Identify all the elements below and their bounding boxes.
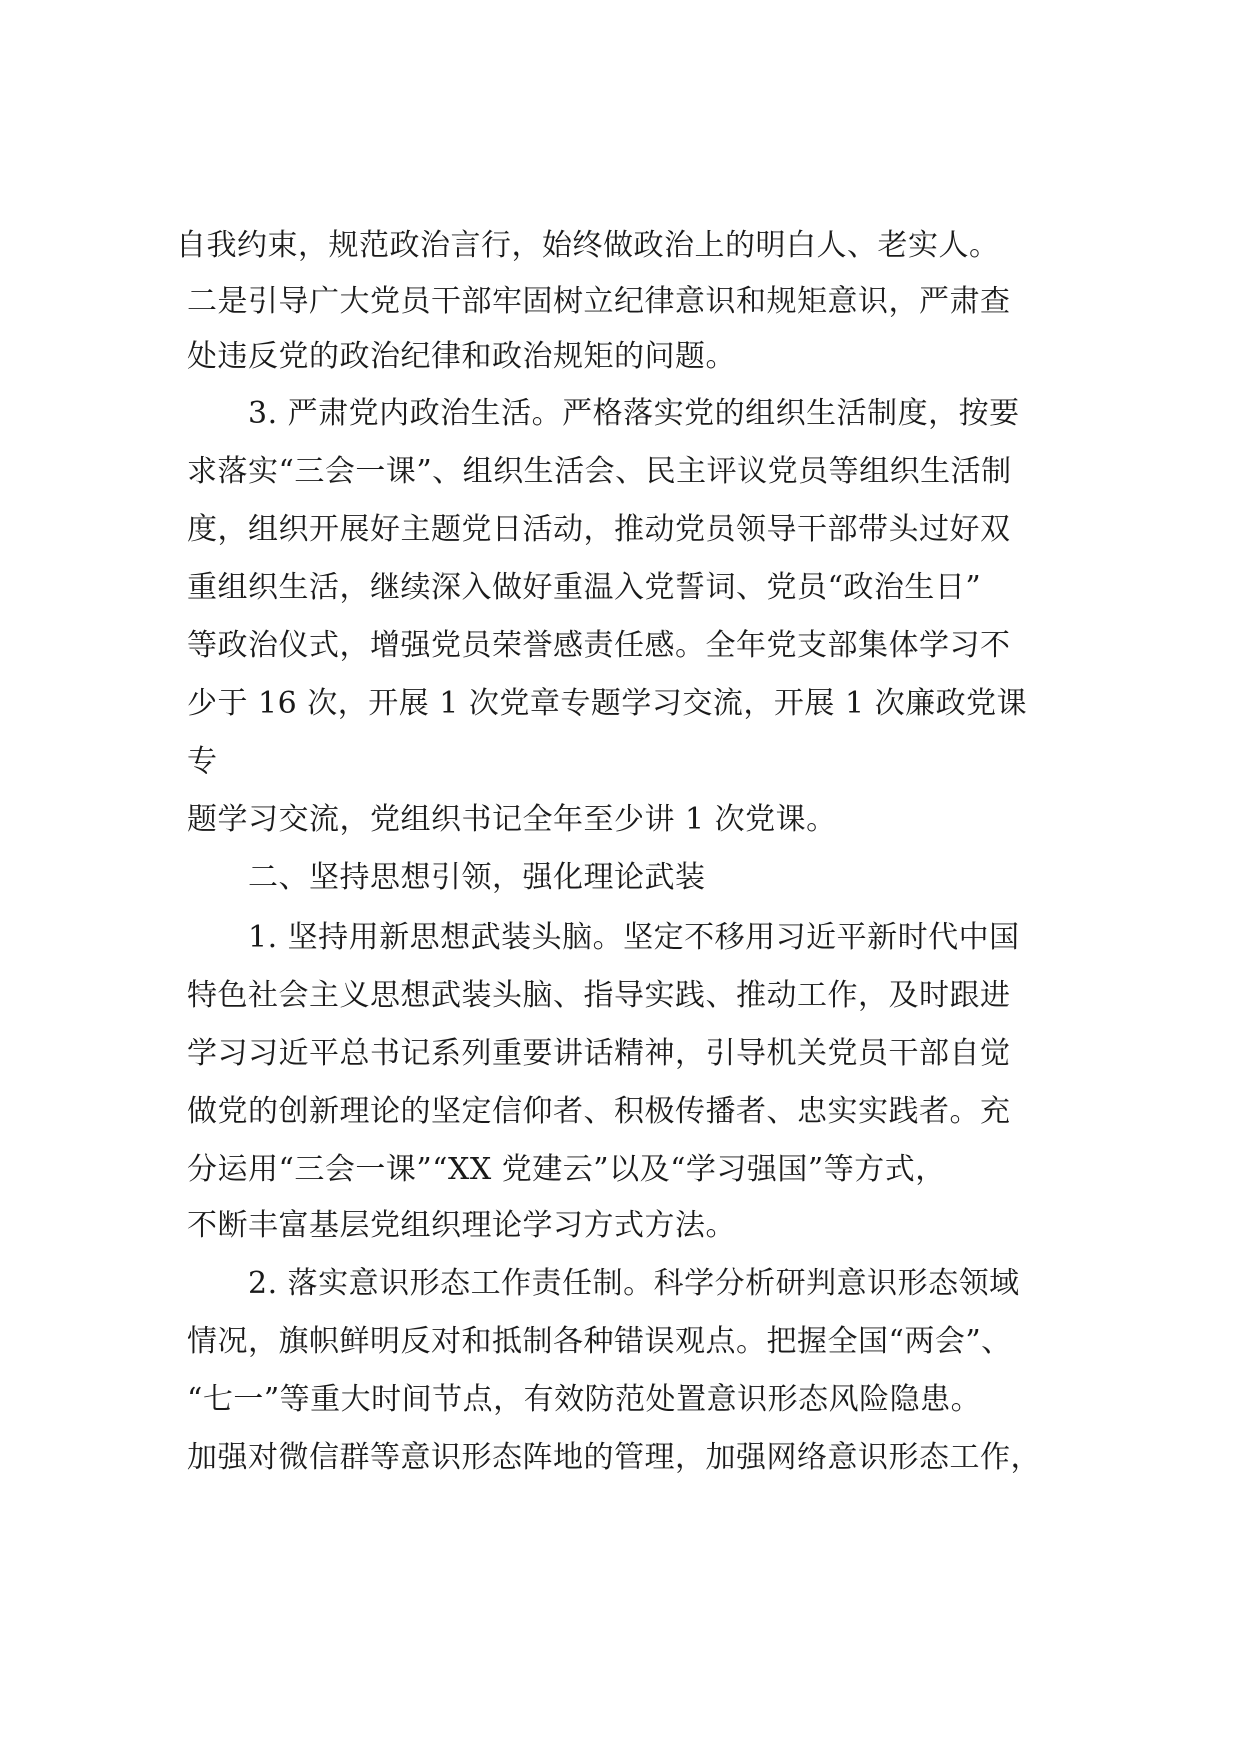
text-line: 学习习近平总书记系列重要讲话精神，引导机关党员干部自觉 xyxy=(187,1036,1011,1071)
text-line: 情况，旗帜鲜明反对和抵制各种错误观点。把握全国“两会”、 xyxy=(187,1324,1012,1359)
text-line: 2. 落实意识形态工作责任制。科学分析研判意识形态领域 xyxy=(248,1266,1020,1301)
text-line: 3. 严肃党内政治生活。严格落实党的组织生活制度，按要 xyxy=(248,396,1020,431)
text-line: 自我约束，规范政治言行，始终做政治上的明白人、老实人。 xyxy=(176,228,1000,263)
text-line: 特色社会主义思想武装头脑、指导实践、推动工作，及时跟进 xyxy=(187,978,1011,1013)
text-line: 专 xyxy=(187,744,218,779)
section-heading: 二、坚持思想引领，强化理论武装 xyxy=(248,860,706,895)
text-line: 重组织生活，继续深入做好重温入党誓词、党员“政治生日” xyxy=(187,570,982,605)
text-line: 少于 16 次，开展 1 次党章专题学习交流，开展 1 次廉政党课 xyxy=(187,686,1028,721)
text-line: “七一”等重大时间节点，有效防范处置意识形态风险隐患。 xyxy=(187,1382,982,1417)
text-line: 等政治仪式，增强党员荣誉感责任感。全年党支部集体学习不 xyxy=(187,628,1011,663)
text-line: 不断丰富基层党组织理论学习方式方法。 xyxy=(187,1208,736,1243)
text-line: 处违反党的政治纪律和政治规矩的问题。 xyxy=(187,339,736,374)
text-line: 度，组织开展好主题党日活动，推动党员领导干部带头过好双 xyxy=(187,512,1011,547)
text-line: 1. 坚持用新思想武装头脑。坚定不移用习近平新时代中国 xyxy=(248,920,1020,955)
text-line: 二是引导广大党员干部牢固树立纪律意识和规矩意识，严肃查 xyxy=(187,284,1011,319)
text-line: 求落实“三会一课”、组织生活会、民主评议党员等组织生活制 xyxy=(187,454,1012,489)
text-line: 分运用“三会一课”“XX 党建云”以及“学习强国”等方式， xyxy=(187,1152,946,1187)
text-line: 题学习交流，党组织书记全年至少讲 1 次党课。 xyxy=(187,802,837,837)
text-line: 加强对微信群等意识形态阵地的管理，加强网络意识形态工作， xyxy=(187,1440,1041,1475)
text-line: 做党的创新理论的坚定信仰者、积极传播者、忠实实践者。充 xyxy=(187,1094,1011,1129)
